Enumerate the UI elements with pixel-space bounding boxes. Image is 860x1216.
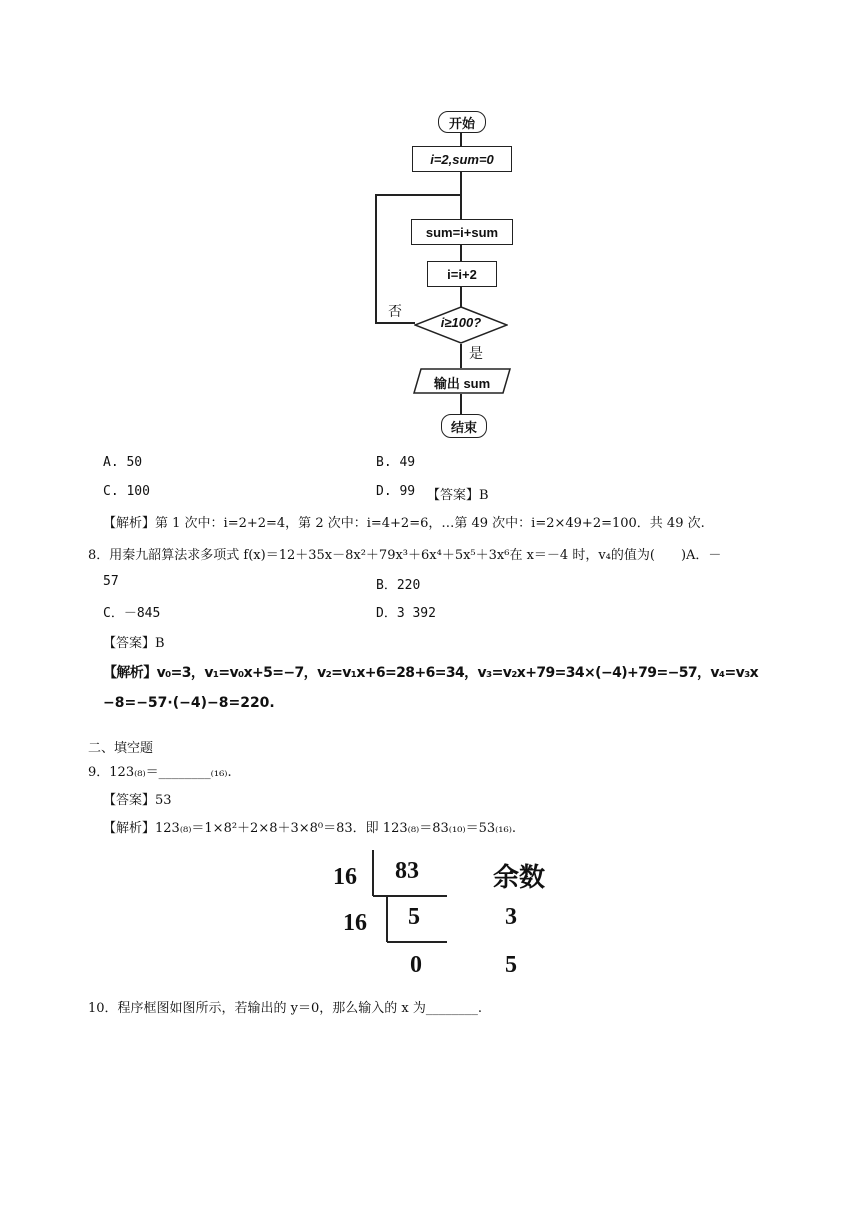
division-divisor-1: 16 xyxy=(333,864,357,890)
division-bar xyxy=(373,895,447,897)
q9-analysis: 【解析】123₍₈₎＝1×8²＋2×8＋3×8⁰＝83．即 123₍₈₎＝83₍₁₀₎＝53₍₁₆₎. xyxy=(103,821,517,836)
section-title: 二、填空题 xyxy=(88,741,154,756)
q7-option-b: B. 49 xyxy=(376,455,416,470)
loop-line xyxy=(375,194,377,323)
flowchart-init: i=2,sum=0 xyxy=(412,146,512,172)
flowchart-condition: i≥100? xyxy=(440,315,482,330)
q10-stem: 10．程序框图如图所示，若输出的 y＝0，那么输入的 x 为________. xyxy=(88,1001,483,1016)
division-remainder-header: 余数 xyxy=(493,863,546,892)
q8-answer: 【答案】B xyxy=(103,636,165,651)
division-bar xyxy=(387,941,447,943)
flow-arrow xyxy=(460,394,462,414)
q8-option-b: B．220 xyxy=(376,578,421,593)
flowchart-end: 结束 xyxy=(441,414,487,438)
flowchart-sum-step: sum=i+sum xyxy=(411,219,513,245)
division-bar xyxy=(372,850,374,896)
q8-analysis-line2: −8=−57·(−4)−8=220. xyxy=(103,695,275,711)
flowchart-no-label: 否 xyxy=(388,304,402,320)
loop-line xyxy=(375,322,415,324)
division-bar xyxy=(386,896,388,942)
loop-line xyxy=(375,194,461,196)
q8-option-d: D．3 392 xyxy=(376,606,436,621)
flowchart-yes-label: 是 xyxy=(469,346,483,362)
division-remainder-2: 5 xyxy=(505,952,517,978)
flow-arrow xyxy=(460,244,462,261)
q9-answer: 【答案】53 xyxy=(103,793,172,808)
q8-stem-line1: 8．用秦九韶算法求多项式 f(x)＝12＋35x－8x²＋79x³＋6x⁴＋5x⁵＋3x⁶在 x＝－4 时，v₄的值为( )A．－ xyxy=(88,548,722,563)
flowchart-start: 开始 xyxy=(438,111,486,133)
q8-analysis-line1: 【解析】v₀=3，v₁=v₀x+5=−7，v₂=v₁x+6=28+6=34，v₃=v₂x+79=34×(−4)+79=−57，v₄=v₃x xyxy=(103,665,759,681)
q9-stem: 9．123₍₈₎＝________₍₁₆₎. xyxy=(88,765,232,780)
flow-arrow xyxy=(460,132,462,146)
division-remainder-1: 3 xyxy=(505,904,517,930)
q7-analysis: 【解析】第 1 次中：i=2+2=4，第 2 次中：i=4+2=6，…第 49 次中：i=2×49+2=100．共 49 次. xyxy=(103,516,705,531)
flow-arrow xyxy=(460,286,462,308)
division-quotient-2: 0 xyxy=(410,952,422,978)
q8-stem-line2: 57 xyxy=(103,574,119,589)
flowchart-inc-step: i=i+2 xyxy=(427,261,497,287)
q7-option-c: C. 100 xyxy=(103,484,150,499)
division-dividend-1: 83 xyxy=(395,858,419,884)
q8-option-c: C．－845 xyxy=(103,606,161,621)
q7-option-d: D. 99 xyxy=(376,484,416,499)
division-quotient-1: 5 xyxy=(408,904,420,930)
flowchart-output: 输出 sum xyxy=(433,376,491,391)
q7-answer: 【答案】B xyxy=(427,488,489,503)
flow-arrow xyxy=(460,344,462,368)
q7-option-a: A. 50 xyxy=(103,455,143,470)
division-divisor-2: 16 xyxy=(343,910,367,936)
